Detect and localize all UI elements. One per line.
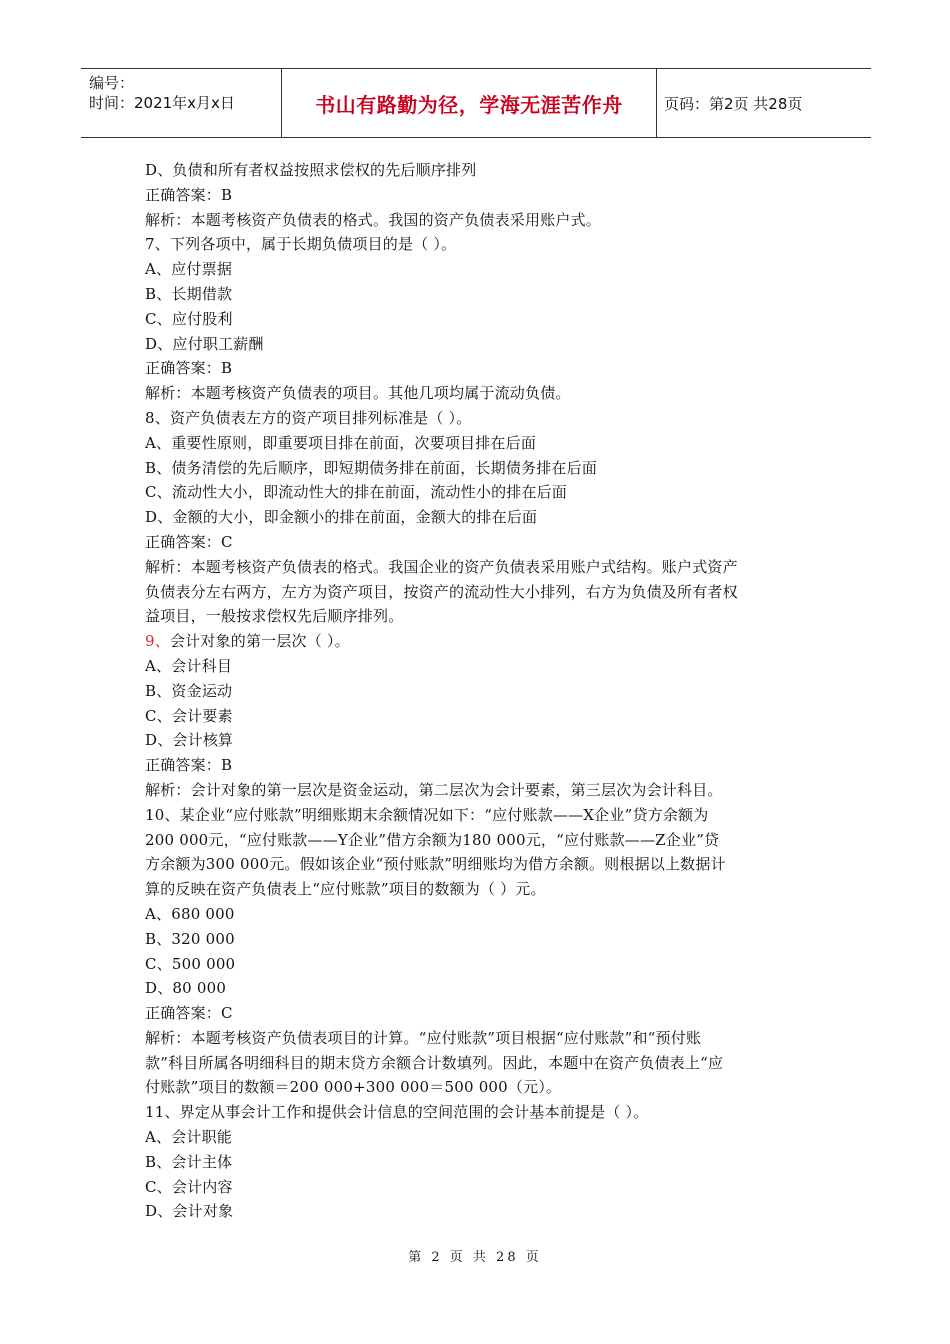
option-line: D、会计核算 — [145, 731, 234, 750]
analysis-line: 解析：本题考核资产负债表项目的计算。“应付账款”项目根据“应付账款”和“预付账 — [145, 1028, 702, 1047]
option-line: B、债务清偿的先后顺序，即短期债务排在前面，长期债务排在后面 — [145, 458, 598, 477]
option-line: B、长期借款 — [145, 284, 233, 303]
option-line: A、680 000 — [145, 904, 235, 923]
question-9 — [145, 629, 805, 654]
time-label: 时间：2021年x月x日 — [89, 94, 235, 112]
option-line: B、会计主体 — [145, 1152, 233, 1171]
header-motto: 书山有路勤为径，学海无涯苦作舟 — [281, 69, 657, 137]
question-10: 算的反映在资产负债表上“应付账款”项目的数额为（ ）元。 — [145, 880, 546, 899]
analysis-line: 付账款”项目的数额＝200 000+300 000＝500 000（元）。 — [145, 1078, 562, 1097]
option-line: A、重要性原则，即重要项目排在前面，次要项目排在后面 — [145, 433, 537, 452]
option-line: C、流动性大小，即流动性大的排在前面，流动性小的排在后面 — [145, 483, 568, 502]
option-line: D、会计对象 — [145, 1202, 234, 1221]
answer-line: 正确答案：B — [145, 359, 233, 378]
option-line: C、会计要素 — [145, 706, 233, 725]
option-line: A、会计科目 — [145, 656, 233, 675]
option-line: C、应付股利 — [145, 309, 233, 328]
text-line: D、负债和所有者权益按照求偿权的先后顺序排列 — [145, 161, 477, 179]
option-line: B、320 000 — [145, 929, 235, 948]
option-line: D、80 000 — [145, 979, 227, 998]
analysis-line: 负债表分左右两方，左方为资产项目，按资产的流动性大小排列，右方为负债及所有者权 — [145, 582, 738, 601]
analysis-line: 解析：本题考核资产负债表的格式。我国企业的资产负债表采用账户式结构。账户式资产 — [145, 557, 738, 576]
question-10: 10、某企业“应付账款”明细账期末余额情况如下：“应付账款——X企业”贷方余额为 — [145, 805, 709, 824]
header-meta — [81, 69, 281, 137]
question-9-text: 会计对象的第一层次（ ）。 — [169, 632, 350, 651]
analysis-line: 解析：会计对象的第一层次是资金运动，第二层次为会计要素，第三层次为会计科目。 — [145, 780, 723, 799]
analysis-line: 益项目，一般按求偿权先后顺序排列。 — [145, 607, 404, 626]
header-page-label: 页码：第2页 共28页 — [664, 94, 803, 113]
answer-line: 正确答案：B — [145, 185, 233, 204]
question-10: 200 000元，“应付账款——Y企业”借方余额为180 000元，“应付账款——Z企业”贷 — [145, 830, 720, 849]
page-header — [81, 68, 871, 138]
option-line: D、金额的大小，即金额小的排在前面，金额大的排在后面 — [145, 508, 538, 527]
answer-line: 正确答案：B — [145, 756, 233, 775]
analysis-line: 解析：本题考核资产负债表的项目。其他几项均属于流动负债。 — [145, 384, 571, 403]
question-7: 7、下列各项中，属于长期负债项目的是（ ）。 — [145, 235, 457, 254]
number-label: 编号： — [89, 74, 135, 92]
question-10: 方余额为300 000元。假如该企业“预付账款”明细账均为借方余额。则根据以上数据计 — [145, 855, 726, 874]
question-11: 11、界定从事会计工作和提供会计信息的空间范围的会计基本前提是（ ）。 — [145, 1103, 649, 1122]
option-line: A、应付票据 — [145, 260, 233, 279]
question-9-number: 9、 — [145, 632, 170, 651]
option-line: C、500 000 — [145, 954, 236, 973]
option-line: C、会计内容 — [145, 1177, 233, 1196]
question-8: 8、资产负债表左方的资产项目排列标准是（ ）。 — [145, 408, 472, 427]
option-line: D、应付职工薪酬 — [145, 334, 264, 353]
option-line: B、资金运动 — [145, 681, 233, 700]
page-footer: 第 2 页 共 28 页 — [408, 1250, 542, 1265]
answer-line: 正确答案：C — [145, 1004, 233, 1023]
document-body — [145, 158, 805, 1224]
analysis-line: 解析：本题考核资产负债表的格式。我国的资产负债表采用账户式。 — [145, 210, 602, 229]
answer-line: 正确答案：C — [145, 532, 233, 551]
analysis-line: 款”科目所属各明细科目的期末贷方余额合计数填列。因此，本题中在资产负债表上“应 — [145, 1053, 724, 1072]
option-line: A、会计职能 — [145, 1128, 233, 1147]
